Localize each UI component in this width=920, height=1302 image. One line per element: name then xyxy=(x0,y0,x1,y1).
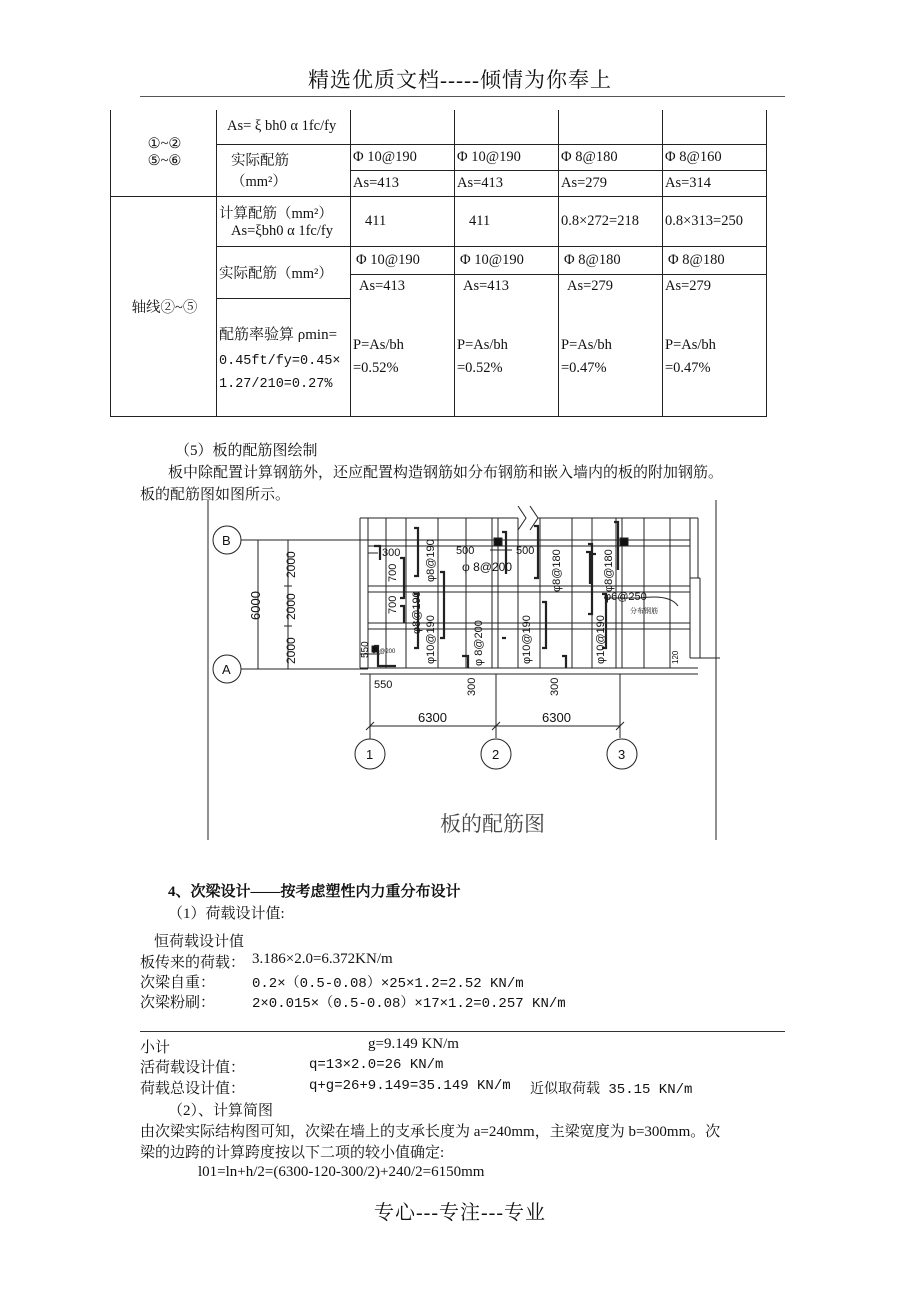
dim-300-b: 300 xyxy=(549,677,561,696)
g1-actual-4: Φ 8@160 xyxy=(663,144,767,170)
g2-calc-2: 411 xyxy=(455,196,559,246)
total-load-approx: 近似取荷载 35.15 KN/m xyxy=(530,1082,693,1098)
section4-heading: 4、次梁设计——按考虑塑性内力重分布设计 xyxy=(168,884,461,900)
ratio-2-line1: P=As/bh xyxy=(457,336,508,353)
ratio-3-line1: P=As/bh xyxy=(561,336,612,353)
subtotal-divider xyxy=(140,1031,785,1032)
bar-8-190-label: φ8@190 xyxy=(425,539,437,582)
span-formula: l01=ln+h/2=(6300-120-300/2)+240/2=6150mm xyxy=(198,1164,485,1180)
ratio-label-cell xyxy=(217,298,351,416)
calc-formula-cell: As= ξ bh0 α 1fc/fy xyxy=(217,110,351,144)
g2-actual-3: Φ 8@180 xyxy=(559,246,663,274)
g1-area-1: As=413 xyxy=(351,170,455,196)
bar-10-190-label-a: φ10@190 xyxy=(425,615,437,664)
g1-area-4: As=314 xyxy=(663,170,767,196)
bar-8-180-label-a: φ8@180 xyxy=(551,549,563,592)
dim-6000: 6000 xyxy=(248,591,263,620)
ratio-1-line2: =0.52% xyxy=(353,359,399,376)
group1-label-b: ⑤~⑥ xyxy=(147,152,182,169)
bar-8-200-label-b: φ 8@200 xyxy=(473,620,485,666)
actual-label-a: 实际配筋 xyxy=(231,153,289,169)
dim-500-a: 500 xyxy=(456,545,475,557)
g2-calc-label-cell xyxy=(217,196,351,246)
slab-reinforcement-drawing xyxy=(200,498,725,842)
dim-300-top: 300 xyxy=(382,547,401,559)
bar-6-200-small-label: φ6@200 xyxy=(372,649,396,655)
g2-calc-1: 411 xyxy=(351,196,455,246)
ratio-label-a: 配筋率验算 ρmin= xyxy=(219,326,338,343)
load-line3-label: 次梁粉刷： xyxy=(140,995,216,1011)
ratio-cell-4 xyxy=(663,298,767,416)
page-footer: 专心---专注---专业 xyxy=(374,1202,546,1224)
bar-10-190-label-c: φ10@190 xyxy=(595,615,607,664)
dim-2000-a: 2000 xyxy=(284,551,298,578)
ratio-cell-1 xyxy=(351,298,455,416)
axis-b-label: B xyxy=(222,533,231,548)
ratio-label-b: 0.45ft/fy=0.45× xyxy=(219,353,341,369)
g1-actual-1: Φ 10@190 xyxy=(351,144,455,170)
actual-label-cell xyxy=(217,144,351,196)
load-line3-value: 2×0.015×（0.5-0.08）×17×1.2=0.257 KN/m xyxy=(252,996,566,1012)
g2-area-4: As=279 xyxy=(663,274,767,298)
total-load-value: q+g=26+9.149=35.149 KN/m xyxy=(309,1078,511,1094)
header-divider xyxy=(140,96,785,97)
axis-1-label: 1 xyxy=(366,747,374,762)
bar-8-200-label: φ 8@200 xyxy=(462,560,512,574)
ratio-2-line2: =0.52% xyxy=(457,359,503,376)
g1-actual-2: Φ 10@190 xyxy=(455,144,559,170)
subtotal-value: g=9.149 KN/m xyxy=(368,1036,459,1052)
load-line2-label: 次梁自重： xyxy=(140,975,216,991)
total-load-label: 荷载总设计值： xyxy=(140,1081,246,1097)
live-load-label: 活荷载设计值： xyxy=(140,1060,246,1076)
dim-6300-a: 6300 xyxy=(418,710,447,725)
page-header: 精选优质文档-----倾情为你奉上 xyxy=(308,68,612,92)
section4-para-line2: 梁的边跨的计算跨度按以下二项的较小值确定: xyxy=(140,1145,445,1161)
g2-calc-4: 0.8×313=250 xyxy=(663,196,767,246)
bar-10-190-label-b: φ10@190 xyxy=(521,615,533,664)
section4-sub2: （2）、计算简图 xyxy=(168,1103,274,1119)
dim-2000-b: 2000 xyxy=(284,593,298,620)
g2-actual-2: Φ 10@190 xyxy=(455,246,559,274)
dim-6300-b: 6300 xyxy=(542,710,571,725)
subtotal-label: 小计 xyxy=(140,1040,171,1056)
group2-label: 轴线②~⑤ xyxy=(111,196,217,416)
ratio-3-line2: =0.47% xyxy=(561,359,607,376)
bar-8-180-label-b: φ8@180 xyxy=(603,549,615,592)
group1-label-cell xyxy=(111,110,217,196)
dim-700-a: 700 xyxy=(387,563,399,582)
dead-load-title: 恒荷载设计值 xyxy=(154,934,245,950)
section4-sub1: （1）荷载设计值: xyxy=(168,906,285,922)
dim-120: 120 xyxy=(671,650,680,664)
reinforcement-table xyxy=(110,110,767,417)
section5-heading: （5）板的配筋图绘制 xyxy=(175,443,318,459)
axis-3-label: 3 xyxy=(618,747,626,762)
g2-actual-4: Φ 8@180 xyxy=(663,246,767,274)
ratio-4-line2: =0.47% xyxy=(665,359,711,376)
ratio-cell-2 xyxy=(455,298,559,416)
dim-550-v: 550 xyxy=(360,641,371,658)
g1-area-2: As=413 xyxy=(455,170,559,196)
dim-300-a: 300 xyxy=(466,677,478,696)
g2-area-1: As=413 xyxy=(351,274,455,298)
load-line1-value: 3.186×2.0=6.372KN/m xyxy=(252,951,393,967)
dist-bar-label: 分布钢筋 xyxy=(630,608,658,615)
g2-calc-3: 0.8×272=218 xyxy=(559,196,663,246)
group1-label-a: ①~② xyxy=(147,135,182,152)
g2-calc-label-b: As=ξbh0 α 1fc/fy xyxy=(231,223,333,239)
load-line2-value: 0.2×（0.5-0.08）×25×1.2=2.52 KN/m xyxy=(252,976,524,992)
g2-area-2: As=413 xyxy=(455,274,559,298)
dim-550-h: 550 xyxy=(374,679,393,691)
bar-6-250-label: φ6@250 xyxy=(604,591,647,603)
g2-actual-1: Φ 10@190 xyxy=(351,246,455,274)
drawing-caption: 板的配筋图 xyxy=(440,813,545,836)
g2-actual-label: 实际配筋（mm²） xyxy=(217,246,351,298)
dim-500-b: 500 xyxy=(516,545,535,557)
ratio-cell-3 xyxy=(559,298,663,416)
ratio-1-line1: P=As/bh xyxy=(353,336,404,353)
g1-area-3: As=279 xyxy=(559,170,663,196)
g2-calc-label-a: 计算配筋（mm²） xyxy=(219,206,333,222)
g2-area-3: As=279 xyxy=(559,274,663,298)
ratio-label-c: 1.27/210=0.27% xyxy=(219,376,333,392)
dim-700-b: 700 xyxy=(387,595,399,614)
section4-para-line1: 由次梁实际结构图可知，次梁在墙上的支承长度为 a=240mm，主梁宽度为 b=300mm。次 xyxy=(140,1124,721,1140)
live-load-value: q=13×2.0=26 KN/m xyxy=(309,1057,444,1073)
g1-actual-3: Φ 8@180 xyxy=(559,144,663,170)
section5-para-line1: 板中除配置计算钢筋外，还应配置构造钢筋如分布钢筋和嵌入墙内的板的附加钢筋。 xyxy=(168,465,724,481)
actual-label-b: （mm²） xyxy=(231,174,287,190)
load-line1-label: 板传来的荷载： xyxy=(140,955,246,971)
axis-a-label: A xyxy=(222,662,231,677)
ratio-4-line1: P=As/bh xyxy=(665,336,716,353)
axis-2-label: 2 xyxy=(492,747,500,762)
section5-para-line2: 板的配筋图如图所示。 xyxy=(140,487,291,503)
bar-8-190-label-b: φ8@190 xyxy=(411,591,423,634)
dim-2000-c: 2000 xyxy=(284,637,298,664)
